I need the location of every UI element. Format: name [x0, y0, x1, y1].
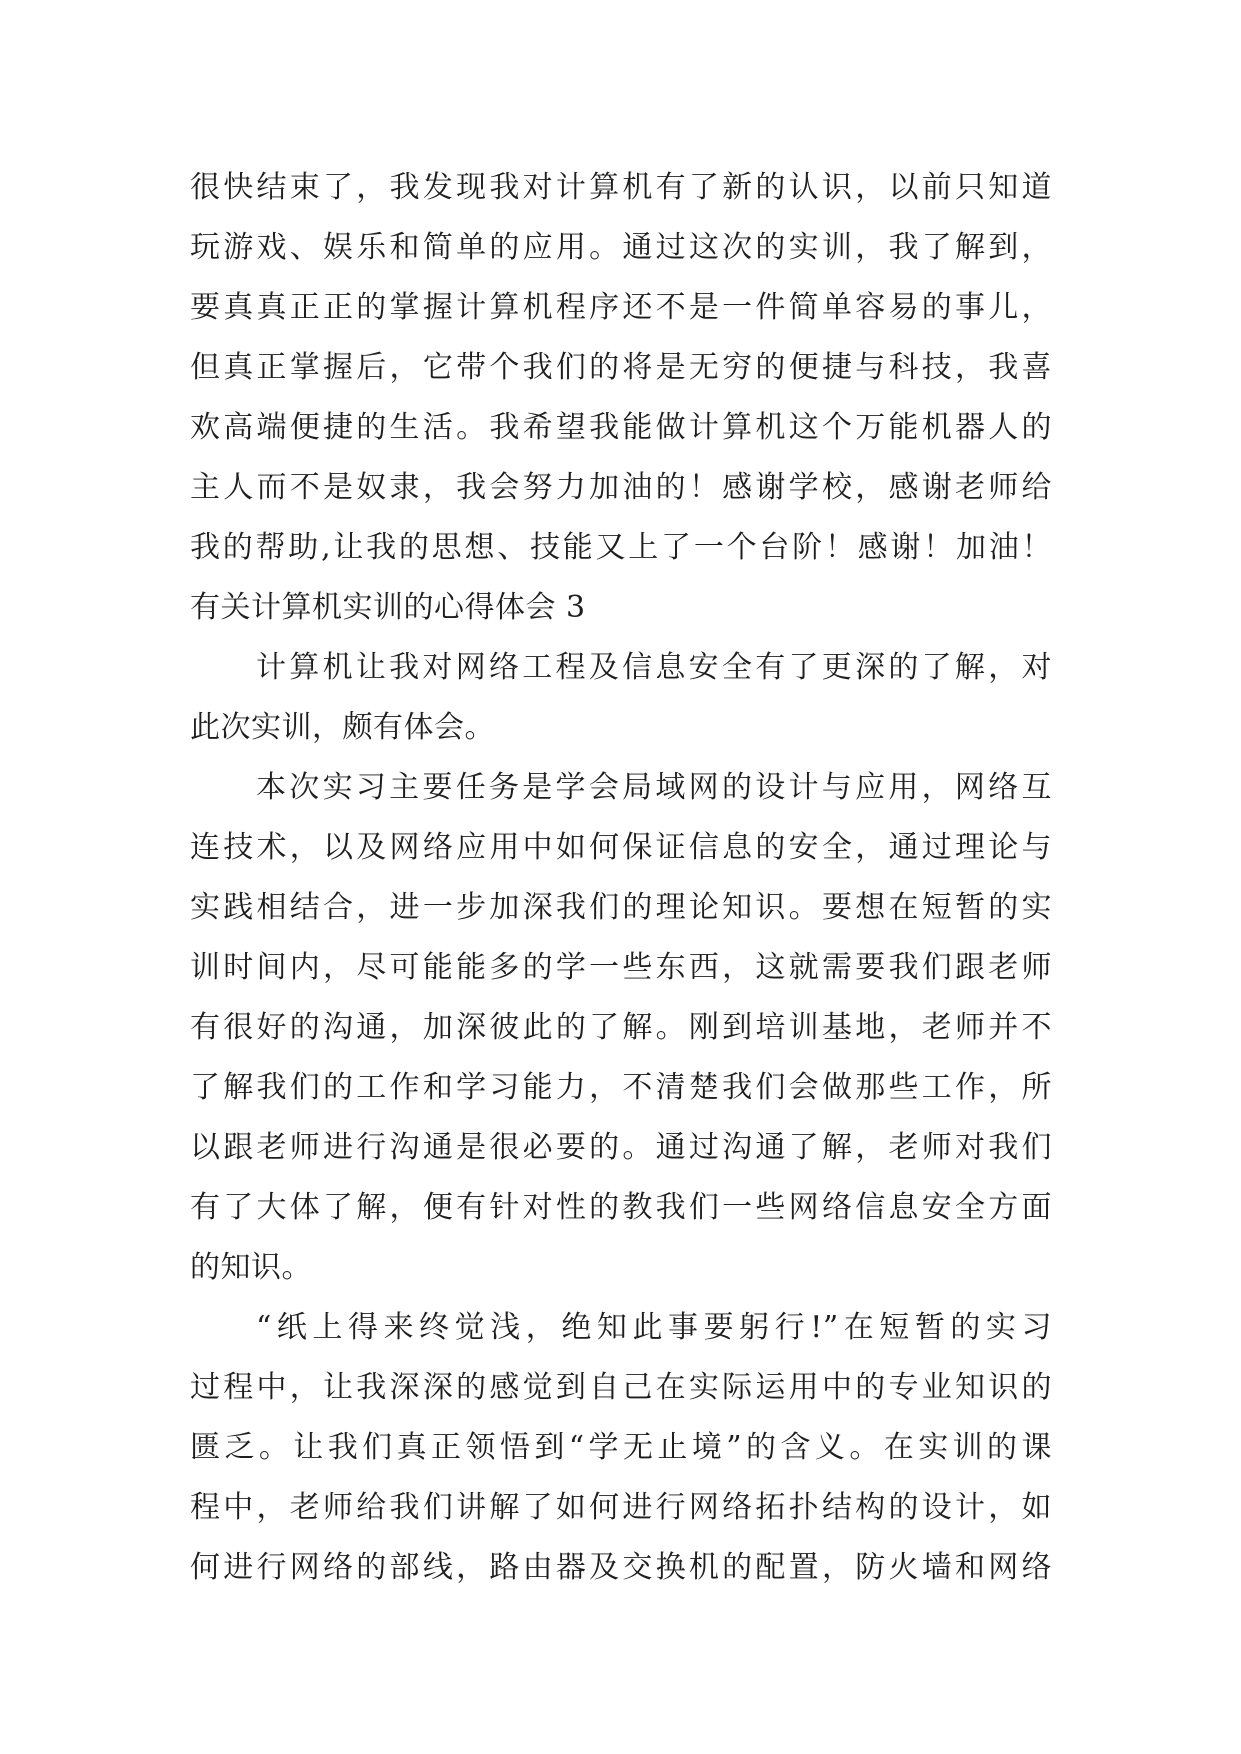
text-line: “纸上得来终觉浅，绝知此事要躬行!”在短暂的实习 [256, 1310, 1052, 1345]
section-heading: 有关计算机实训的心得体会 3 [190, 590, 586, 625]
text-line: 此次实训，颇有体会。 [190, 710, 495, 745]
paragraph [190, 638, 1052, 758]
text-line: 以跟老师进行沟通是很必要的。通过沟通了解，老师对我们 [190, 1130, 1052, 1165]
paragraph [190, 758, 1052, 1298]
text-line: 程中，老师给我们讲解了如何进行网络拓扑结构的设计，如 [190, 1490, 1052, 1525]
text-line: 计算机让我对网络工程及信息安全有了更深的了解，对 [256, 650, 1052, 685]
paragraph [190, 158, 1052, 578]
paragraph [190, 1298, 1052, 1598]
text-line: 何进行网络的部线，路由器及交换机的配置，防火墙和网络 [190, 1550, 1052, 1585]
text-line: 的知识。 [190, 1250, 312, 1285]
text-line: 但真正掌握后，它带个我们的将是无穷的便捷与科技，我喜 [190, 350, 1052, 385]
text-line: 过程中，让我深深的感觉到自己在实际运用中的专业知识的 [190, 1370, 1052, 1405]
document-body [190, 158, 1052, 1598]
text-line: 有了大体了解，便有针对性的教我们一些网络信息安全方面 [190, 1190, 1052, 1225]
text-line: 匮乏。让我们真正领悟到“学无止境”的含义。在实训的课 [190, 1430, 1052, 1465]
text-line: 玩游戏、娱乐和简单的应用。通过这次的实训，我了解到， [190, 230, 1052, 265]
text-line: 本次实习主要任务是学会局域网的设计与应用，网络互 [256, 770, 1052, 805]
text-line: 欢高端便捷的生活。我希望我能做计算机这个万能机器人的 [190, 410, 1052, 445]
text-line: 很快结束了，我发现我对计算机有了新的认识，以前只知道 [190, 170, 1052, 205]
text-line: 连技术，以及网络应用中如何保证信息的安全，通过理论与 [190, 830, 1052, 865]
text-line: 训时间内，尽可能能多的学一些东西，这就需要我们跟老师 [190, 950, 1052, 985]
text-line: 我的帮助,让我的思想、技能又上了一个台阶！感谢！加油！ [190, 530, 1052, 565]
text-line: 实践相结合，进一步加深我们的理论知识。要想在短暂的实 [190, 890, 1052, 925]
text-line: 了解我们的工作和学习能力，不清楚我们会做那些工作，所 [190, 1070, 1052, 1105]
text-line: 要真真正正的掌握计算机程序还不是一件简单容易的事儿， [190, 290, 1052, 325]
text-line: 有很好的沟通，加深彼此的了解。刚到培训基地，老师并不 [190, 1010, 1052, 1045]
text-line: 主人而不是奴隶，我会努力加油的！感谢学校，感谢老师给 [190, 470, 1052, 505]
